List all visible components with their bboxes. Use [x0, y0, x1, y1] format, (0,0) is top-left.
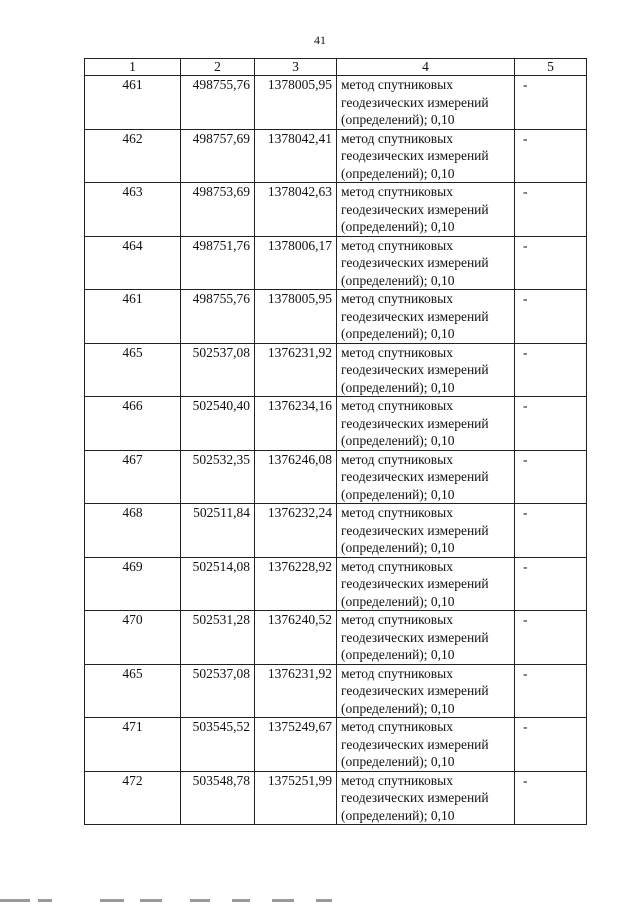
note-cell: -	[515, 611, 587, 665]
note-cell: -	[515, 290, 587, 344]
table-row	[85, 76, 587, 130]
table-row	[85, 557, 587, 611]
method-text-line: метод спутниковых	[341, 184, 453, 199]
note-cell: -	[515, 504, 587, 558]
method-text-line: геодезических измерений	[341, 522, 489, 538]
method-cell	[337, 343, 515, 397]
method-text-line: (определений); 0,10	[341, 272, 455, 288]
point-number-cell: 465	[85, 343, 181, 397]
note-cell: -	[515, 343, 587, 397]
y-coordinate-cell: 1378005,95	[255, 76, 337, 130]
point-number-cell: 467	[85, 450, 181, 504]
method-text-line: геодезических измерений	[341, 148, 489, 163]
x-coordinate-cell: 503545,52	[181, 718, 255, 772]
column-header-4: 4	[337, 59, 515, 76]
point-number-cell: 463	[85, 183, 181, 237]
point-number-cell: 468	[85, 504, 181, 558]
method-text-line: геодезических измерений	[341, 415, 489, 431]
x-coordinate-cell: 502537,08	[181, 664, 255, 718]
method-text-line: (определений); 0,10	[341, 165, 455, 181]
table-row	[85, 450, 587, 504]
column-header-1: 1	[85, 59, 181, 76]
y-coordinate-cell: 1376240,52	[255, 611, 337, 665]
y-coordinate-cell: 1375249,67	[255, 718, 337, 772]
note-cell: -	[515, 771, 587, 825]
table-row	[85, 343, 587, 397]
table-row	[85, 718, 587, 772]
method-text-line: метод спутниковых	[341, 558, 453, 574]
y-coordinate-cell: 1376246,08	[255, 450, 337, 504]
method-text-line: (определений); 0,10	[341, 112, 455, 127]
x-coordinate-cell: 498751,76	[181, 236, 255, 290]
point-number-cell: 461	[85, 290, 181, 344]
point-number-cell: 465	[85, 664, 181, 718]
y-coordinate-cell: 1376234,16	[255, 397, 337, 451]
y-coordinate-cell: 1378005,95	[255, 290, 337, 344]
method-cell	[337, 76, 515, 130]
method-text-line: (определений); 0,10	[341, 807, 455, 823]
x-coordinate-cell: 502511,84	[181, 504, 255, 558]
method-cell	[337, 557, 515, 611]
point-number-cell: 472	[85, 771, 181, 825]
x-coordinate-cell: 503548,78	[181, 771, 255, 825]
table-row	[85, 771, 587, 825]
method-text-line: геодезических измерений	[341, 790, 489, 805]
y-coordinate-cell: 1375251,99	[255, 771, 337, 825]
note-cell: -	[515, 718, 587, 772]
note-cell: -	[515, 397, 587, 451]
table-row	[85, 611, 587, 665]
method-text-line: (определений); 0,10	[341, 379, 455, 395]
y-coordinate-cell: 1378006,17	[255, 236, 337, 290]
note-cell: -	[515, 236, 587, 290]
note-cell: -	[515, 557, 587, 611]
method-text-line: геодезических измерений	[341, 576, 489, 591]
method-cell	[337, 611, 515, 665]
method-cell	[337, 236, 515, 290]
method-text-line: (определений); 0,10	[341, 326, 455, 341]
note-cell: -	[515, 183, 587, 237]
table-row	[85, 397, 587, 451]
note-cell: -	[515, 76, 587, 130]
method-cell	[337, 129, 515, 183]
column-header-5: 5	[515, 59, 587, 76]
method-text-line: (определений); 0,10	[341, 700, 455, 716]
method-cell	[337, 718, 515, 772]
note-cell: -	[515, 450, 587, 504]
x-coordinate-cell: 498755,76	[181, 76, 255, 130]
scan-edge-marks	[0, 896, 640, 905]
method-text-line: геодезических измерений	[341, 469, 489, 484]
column-header-2: 2	[181, 59, 255, 76]
method-text-line: геодезических измерений	[341, 362, 489, 377]
table-row	[85, 664, 587, 718]
method-text-line: геодезических измерений	[341, 255, 489, 270]
note-cell: -	[515, 129, 587, 183]
method-cell	[337, 183, 515, 237]
method-text-line: метод спутниковых	[341, 77, 453, 92]
point-number-cell: 470	[85, 611, 181, 665]
method-cell	[337, 771, 515, 825]
table-row	[85, 290, 587, 344]
method-text-line: геодезических измерений	[341, 94, 489, 110]
x-coordinate-cell: 498755,76	[181, 290, 255, 344]
method-cell	[337, 664, 515, 718]
method-text-line: (определений); 0,10	[341, 754, 455, 769]
column-header-3: 3	[255, 59, 337, 76]
method-text-line: (определений); 0,10	[341, 433, 455, 448]
method-text-line: метод спутниковых	[341, 505, 453, 520]
table-row	[85, 129, 587, 183]
method-text-line: метод спутниковых	[341, 612, 453, 627]
y-coordinate-cell: 1376232,24	[255, 504, 337, 558]
page-number: 41	[314, 33, 326, 47]
x-coordinate-cell: 498753,69	[181, 183, 255, 237]
table-row	[85, 236, 587, 290]
table-row	[85, 183, 587, 237]
method-text-line: метод спутниковых	[341, 398, 453, 413]
point-number-cell: 464	[85, 236, 181, 290]
x-coordinate-cell: 502531,28	[181, 611, 255, 665]
x-coordinate-cell: 502514,08	[181, 557, 255, 611]
method-text-line: метод спутниковых	[341, 291, 453, 306]
y-coordinate-cell: 1378042,41	[255, 129, 337, 183]
method-text-line: метод спутниковых	[341, 451, 453, 467]
y-coordinate-cell: 1378042,63	[255, 183, 337, 237]
method-text-line: (определений); 0,10	[341, 486, 455, 502]
method-text-line: геодезических измерений	[341, 736, 489, 752]
point-number-cell: 471	[85, 718, 181, 772]
y-coordinate-cell: 1376231,92	[255, 343, 337, 397]
note-cell: -	[515, 664, 587, 718]
y-coordinate-cell: 1376231,92	[255, 664, 337, 718]
method-text-line: геодезических измерений	[341, 308, 489, 324]
method-cell	[337, 397, 515, 451]
x-coordinate-cell: 502537,08	[181, 343, 255, 397]
x-coordinate-cell: 498757,69	[181, 129, 255, 183]
method-text-line: метод спутниковых	[341, 344, 453, 360]
method-text-line: геодезических измерений	[341, 629, 489, 645]
point-number-cell: 469	[85, 557, 181, 611]
method-text-line: (определений); 0,10	[341, 540, 455, 555]
table-header-row	[85, 59, 587, 76]
method-cell	[337, 450, 515, 504]
method-text-line: геодезических измерений	[341, 683, 489, 698]
coordinates-table	[84, 58, 587, 825]
method-cell	[337, 504, 515, 558]
method-text-line: метод спутниковых	[341, 772, 453, 788]
method-text-line: метод спутниковых	[341, 665, 453, 681]
method-text-line: (определений); 0,10	[341, 219, 455, 234]
method-text-line: метод спутниковых	[341, 237, 453, 253]
point-number-cell: 466	[85, 397, 181, 451]
point-number-cell: 461	[85, 76, 181, 130]
x-coordinate-cell: 502532,35	[181, 450, 255, 504]
method-text-line: (определений); 0,10	[341, 593, 455, 609]
table-row	[85, 504, 587, 558]
method-text-line: (определений); 0,10	[341, 647, 455, 662]
method-text-line: геодезических измерений	[341, 201, 489, 217]
table-body	[85, 76, 587, 825]
y-coordinate-cell: 1376228,92	[255, 557, 337, 611]
x-coordinate-cell: 502540,40	[181, 397, 255, 451]
method-cell	[337, 290, 515, 344]
method-text-line: метод спутниковых	[341, 130, 453, 146]
point-number-cell: 462	[85, 129, 181, 183]
method-text-line: метод спутниковых	[341, 719, 453, 734]
